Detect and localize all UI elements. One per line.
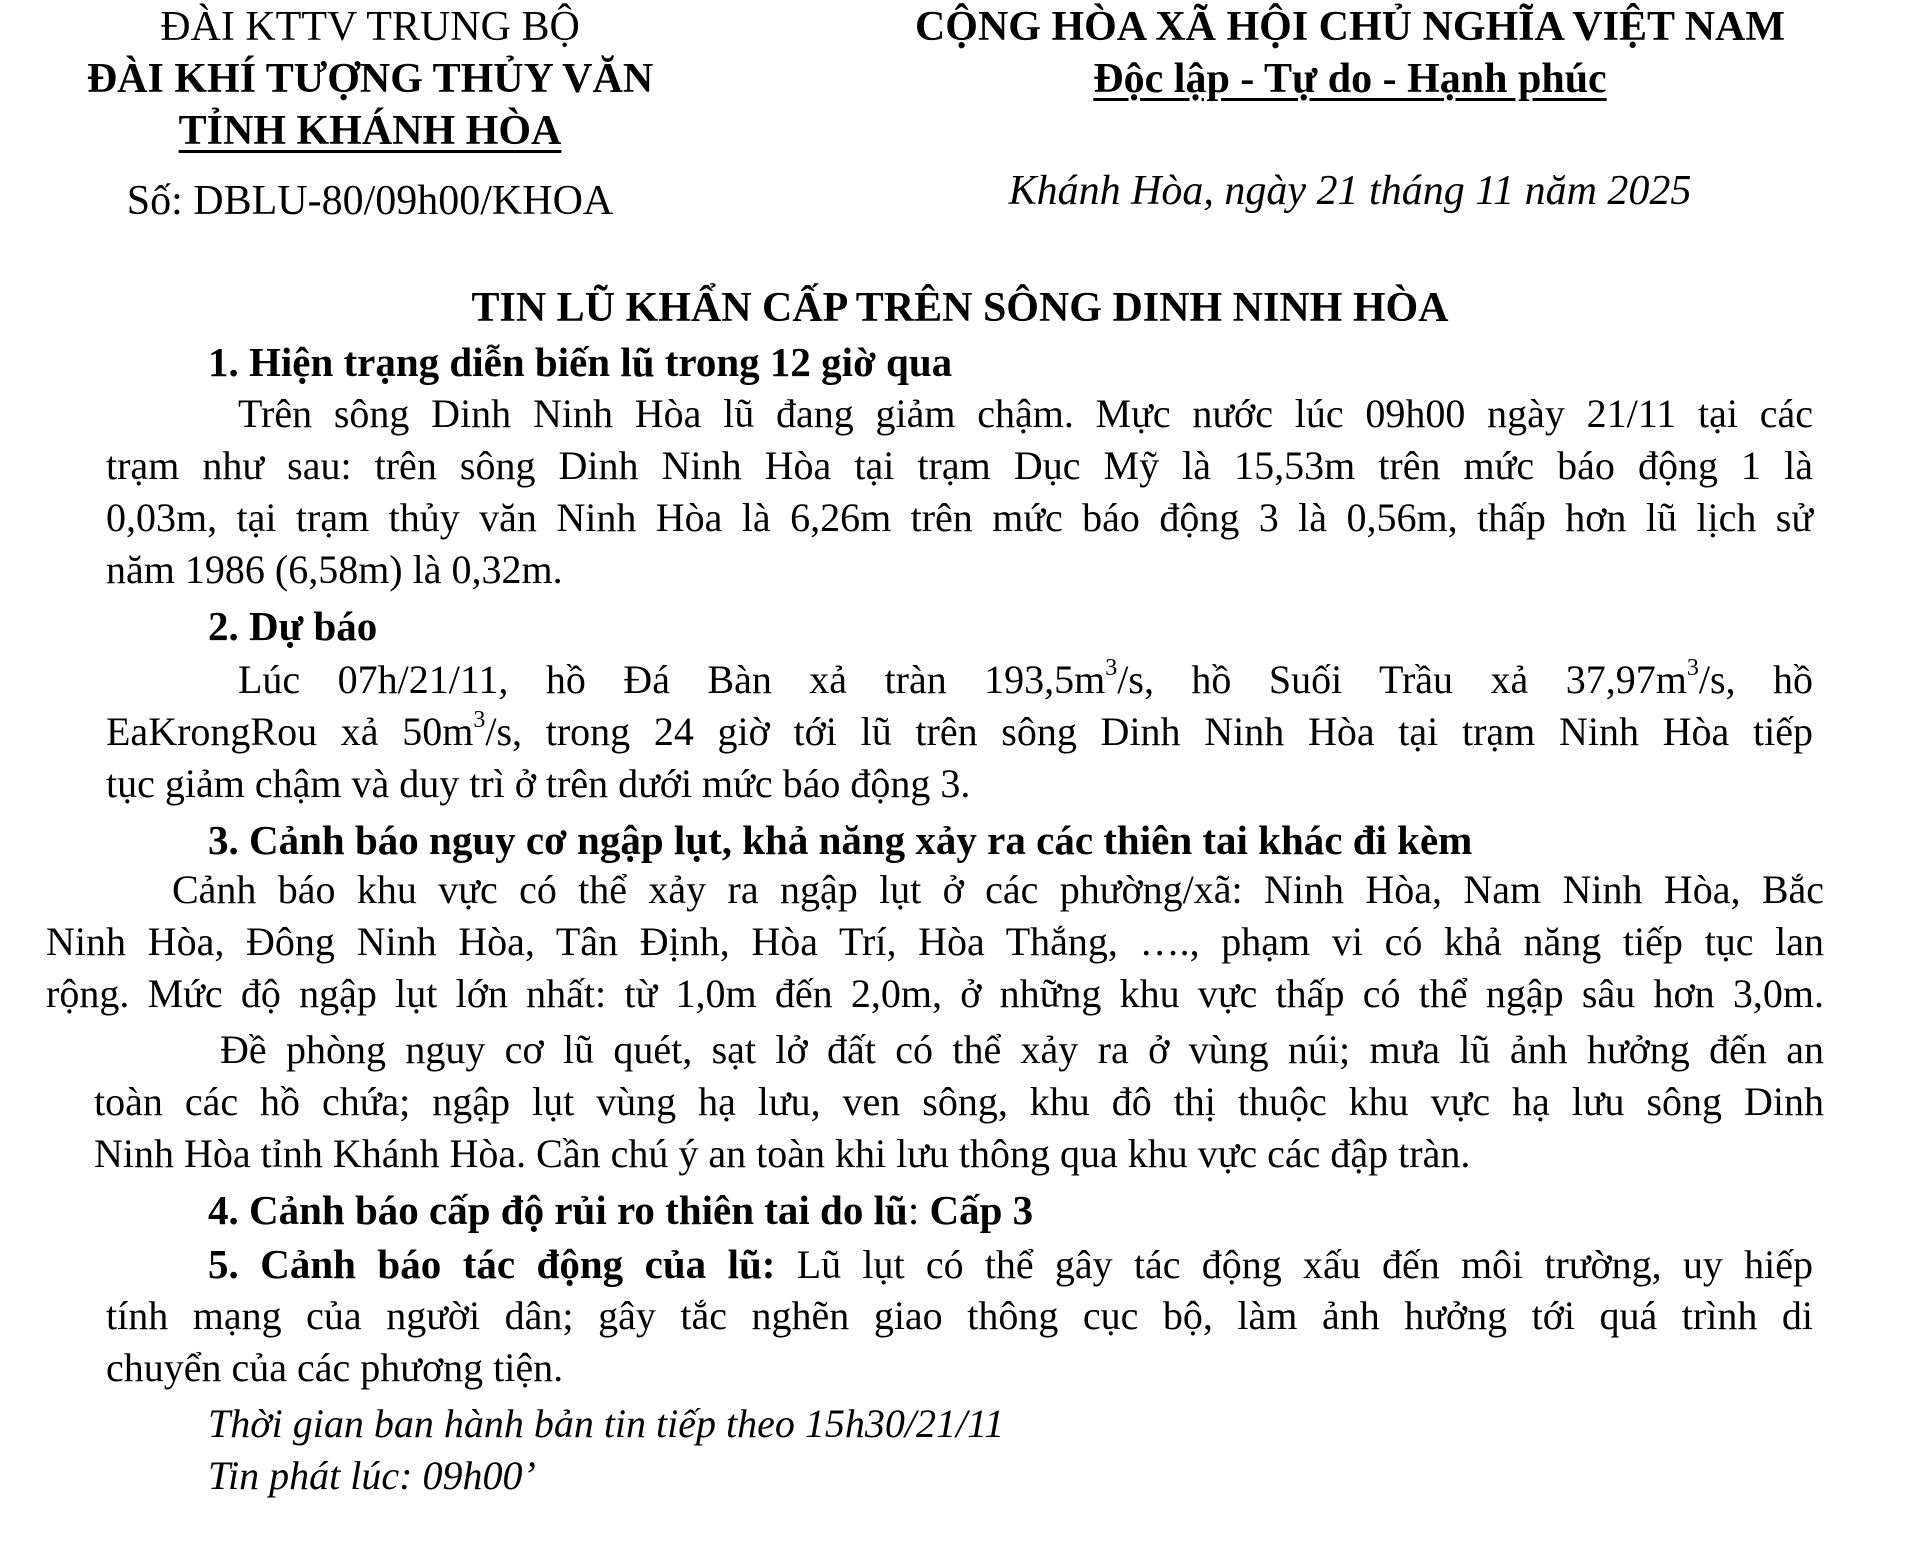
agency-parent: ĐÀI KTTV TRUNG BỘ: [160, 4, 580, 50]
agency-province: TỈNH KHÁNH HÒA: [178, 108, 562, 154]
superscript-cubed: 3: [1105, 655, 1118, 681]
superscript-cubed: 3: [473, 707, 486, 733]
agency-name: ĐÀI KHÍ TƯỢNG THỦY VĂN: [86, 56, 654, 102]
issued-time: Tin phát lúc: 09h00’: [208, 1453, 536, 1498]
section3-line: Ninh Hòa, Đông Ninh Hòa, Tân Định, Hòa Trí, Hòa Thắng, …., phạm vi có khả năng tiếp tục lan: [46, 919, 1824, 964]
agency-province-wrap: [60, 106, 680, 156]
section5-line: chuyển của các phương tiện.: [106, 1345, 564, 1390]
section1-heading: 1. Hiện trạng diễn biến lũ trong 12 giờ qua: [208, 339, 953, 385]
document-number: Số: DBLU-80/09h00/KHOA: [126, 178, 614, 224]
forecast-text: EaKrongRou xả 50m: [106, 709, 474, 754]
section3-heading: 3. Cảnh báo nguy cơ ngập lụt, khả năng xảy ra các thiên tai khác đi kèm: [208, 817, 1473, 863]
next-issue-time: Thời gian ban hành bản tin tiếp theo 15h30/21/11: [208, 1401, 1005, 1446]
section3-line: rộng. Mức độ ngập lụt lớn nhất: từ 1,0m đến 2,0m, ở những khu vực thấp có thể ngập sâu hơn 3,0m.: [46, 971, 1824, 1016]
risk-level-colon: :: [907, 1187, 930, 1233]
section3-line: Đề phòng nguy cơ lũ quét, sạt lở đất có thể xảy ra ở vùng núi; mưa lũ ảnh hưởng đến an: [220, 1027, 1824, 1072]
risk-level-value: Cấp 3: [929, 1187, 1034, 1233]
national-motto: Độc lập - Tự do - Hạnh phúc: [1093, 56, 1607, 102]
national-motto-wrap: [800, 54, 1900, 104]
section5-line: tính mạng của người dân; gây tắc nghẽn giao thông cục bộ, làm ảnh hưởng tới quá trình di: [106, 1293, 1813, 1338]
section5-heading: 5. Cảnh báo tác động của lũ:: [208, 1241, 776, 1287]
impact-text: Lũ lụt có thể gây tác động xấu đến môi trường, uy hiếp: [775, 1242, 1813, 1287]
document-title: TIN LŨ KHẨN CẤP TRÊN SÔNG DINH NINH HÒA: [471, 285, 1449, 331]
superscript-cubed: 3: [1686, 655, 1699, 681]
section3-line: Cảnh báo khu vực có thể xảy ra ngập lụt ở các phường/xã: Ninh Hòa, Nam Ninh Hòa, Bắc: [172, 867, 1824, 912]
forecast-text: /s, trong 24 giờ tới lũ trên sông Dinh Ninh Hòa tại trạm Ninh Hòa tiếp: [485, 709, 1813, 754]
section3-line: toàn các hồ chứa; ngập lụt vùng hạ lưu, ven sông, khu đô thị thuộc khu vực hạ lưu sông Dinh: [94, 1079, 1824, 1124]
forecast-text: /s, hồ Suối Trầu xả 37,97m: [1117, 657, 1687, 702]
section1-line: năm 1986 (6,58m) là 0,32m.: [106, 547, 563, 592]
forecast-text: Lúc 07h/21/11, hồ Đá Bàn xả tràn 193,5m: [238, 657, 1106, 702]
section3-line: Ninh Hòa tỉnh Khánh Hòa. Cần chú ý an toàn khi lưu thông qua khu vực các đập tràn.: [94, 1131, 1471, 1176]
forecast-text: /s, hồ: [1698, 657, 1813, 702]
section2-line: [106, 706, 1813, 758]
section5-line: [208, 1238, 1813, 1291]
section1-line: Trên sông Dinh Ninh Hòa lũ đang giảm chậm. Mực nước lúc 09h00 ngày 21/11 tại các: [238, 391, 1813, 436]
section1-line: trạm như sau: trên sông Dinh Ninh Hòa tại trạm Dục Mỹ là 15,53m trên mức báo động 1 là: [106, 443, 1813, 488]
section2-heading: 2. Dự báo: [208, 603, 378, 649]
national-title: CỘNG HÒA XÃ HỘI CHỦ NGHĨA VIỆT NAM: [914, 4, 1786, 50]
section2-line: tục giảm chậm và duy trì ở trên dưới mức báo động 3.: [106, 761, 971, 806]
risk-level-label: 4. Cảnh báo cấp độ rủi ro thiên tai do lũ: [208, 1187, 908, 1233]
section1-line: 0,03m, tại trạm thủy văn Ninh Hòa là 6,26m trên mức báo động 3 là 0,56m, thấp hơn lũ lịch sử: [106, 495, 1813, 540]
section2-line: [238, 654, 1813, 706]
section4-heading: [208, 1184, 1033, 1236]
place-date: Khánh Hòa, ngày 21 tháng 11 năm 2025: [1008, 168, 1692, 214]
